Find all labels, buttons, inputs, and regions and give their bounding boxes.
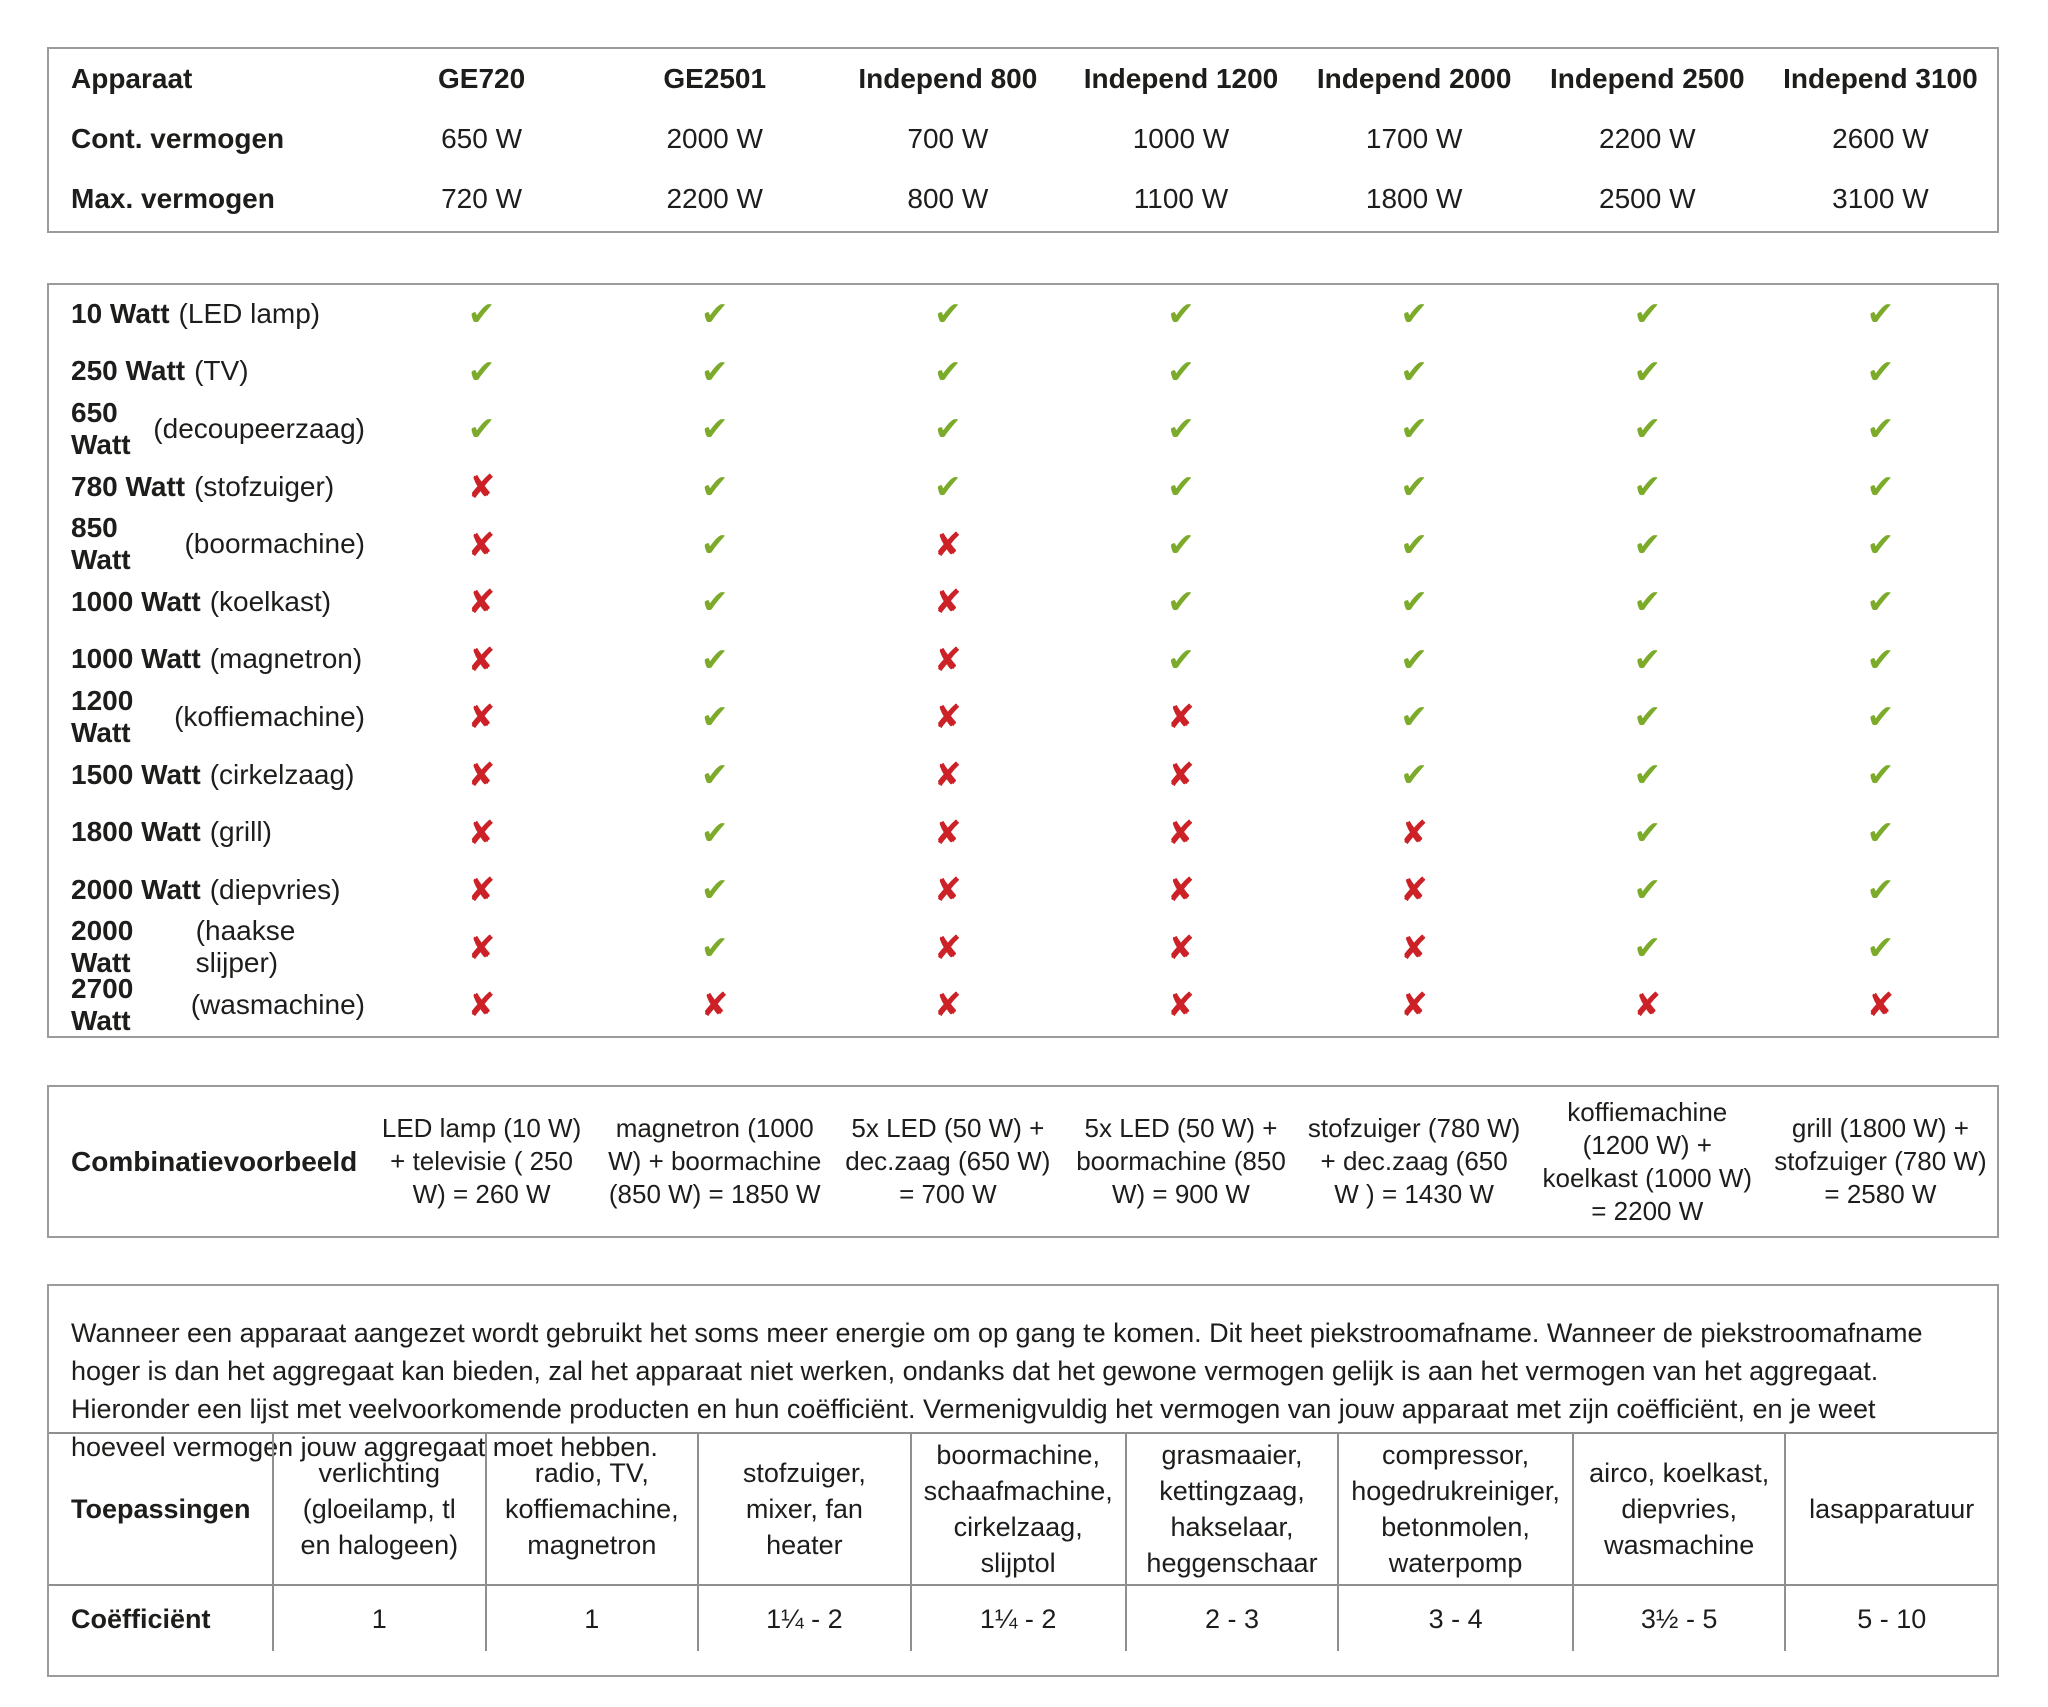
check-icon: ✔ bbox=[1866, 409, 1895, 449]
appliance-device: (TV) bbox=[194, 355, 249, 387]
applications-cell: radio, TV, koffiemachine, magnetron bbox=[485, 1434, 698, 1584]
appliance-device: (decoupeerzaag) bbox=[153, 412, 365, 444]
coefficient-info-box bbox=[47, 1284, 1999, 1677]
combination-example: 5x LED (50 W) + boormachine (850 W) = 900 W bbox=[1076, 1113, 1286, 1209]
cross-icon: ✘ bbox=[1633, 985, 1662, 1025]
check-icon: ✔ bbox=[467, 294, 496, 334]
appliance-label bbox=[49, 631, 365, 689]
check-icon: ✔ bbox=[1633, 927, 1662, 967]
appliance-device: (koelkast) bbox=[209, 585, 332, 617]
cross-icon: ✘ bbox=[934, 524, 962, 564]
cross-icon: ✘ bbox=[467, 755, 496, 795]
appliance-watt: 1200 Watt bbox=[71, 684, 134, 748]
check-icon: ✔ bbox=[1167, 639, 1195, 679]
applications-cell: lasapparatuur bbox=[1784, 1434, 1997, 1584]
combination-example: magnetron (1000 W) + boormachine (850 W) = 1850 W bbox=[608, 1113, 822, 1209]
appliance-watt: 2000 Watt bbox=[71, 915, 134, 979]
combination-example-table bbox=[47, 1085, 1999, 1238]
check-icon: ✔ bbox=[934, 294, 962, 334]
model-header: Independ 800 bbox=[858, 63, 1038, 94]
cross-icon: ✘ bbox=[1400, 870, 1428, 910]
applications-cell: boormachine, schaafmachine, cirkelzaag, slijptol bbox=[910, 1434, 1125, 1584]
check-icon: ✔ bbox=[700, 582, 729, 622]
cross-icon: ✘ bbox=[467, 524, 496, 564]
cross-icon: ✘ bbox=[1167, 697, 1195, 737]
check-icon: ✔ bbox=[1866, 812, 1895, 852]
appliance-watt: 650 Watt bbox=[71, 396, 131, 460]
cross-icon: ✘ bbox=[934, 697, 962, 737]
check-icon: ✔ bbox=[1866, 755, 1895, 795]
model-header: Independ 3100 bbox=[1783, 63, 1978, 94]
check-icon: ✔ bbox=[1167, 351, 1195, 391]
check-icon: ✔ bbox=[700, 524, 729, 564]
appliance-label bbox=[49, 343, 365, 401]
check-icon: ✔ bbox=[700, 927, 729, 967]
check-icon: ✔ bbox=[467, 351, 496, 391]
spec-value: 3100 W bbox=[1832, 183, 1929, 214]
cross-icon: ✘ bbox=[1167, 985, 1195, 1025]
spec-value: 2200 W bbox=[1599, 123, 1696, 154]
check-icon: ✔ bbox=[1633, 755, 1662, 795]
check-icon: ✔ bbox=[1400, 294, 1428, 334]
check-icon: ✔ bbox=[700, 697, 729, 737]
coefficient-cell: 1¼ - 2 bbox=[697, 1584, 910, 1651]
appliance-device: (LED lamp) bbox=[178, 297, 321, 329]
check-icon: ✔ bbox=[1400, 524, 1428, 564]
combination-row-label: Combinatievoorbeeld bbox=[71, 1145, 358, 1177]
spec-header-label: Apparaat bbox=[71, 63, 193, 94]
spec-row-label: Cont. vermogen bbox=[71, 123, 285, 154]
check-icon: ✔ bbox=[1633, 582, 1662, 622]
combination-example: 5x LED (50 W) + dec.zaag (650 W) = 700 W bbox=[845, 1113, 1051, 1209]
check-icon: ✔ bbox=[700, 870, 729, 910]
cross-icon: ✘ bbox=[1400, 927, 1428, 967]
check-icon: ✔ bbox=[1167, 294, 1195, 334]
applications-cell: stofzuiger, mixer, fan heater bbox=[697, 1434, 910, 1584]
cross-icon: ✘ bbox=[467, 467, 496, 507]
appliance-watt: 1800 Watt bbox=[71, 816, 201, 848]
check-icon: ✔ bbox=[700, 812, 729, 852]
check-icon: ✔ bbox=[1633, 351, 1662, 391]
appliance-device: (boormachine) bbox=[184, 528, 365, 560]
cross-icon: ✘ bbox=[934, 639, 962, 679]
appliance-watt: 850 Watt bbox=[71, 512, 131, 576]
appliance-label bbox=[49, 573, 365, 631]
appliance-watt: 780 Watt bbox=[71, 470, 186, 502]
check-icon: ✔ bbox=[1866, 294, 1895, 334]
cross-icon: ✘ bbox=[467, 639, 496, 679]
check-icon: ✔ bbox=[1866, 524, 1895, 564]
appliance-label bbox=[49, 684, 365, 748]
cross-icon: ✘ bbox=[1167, 870, 1195, 910]
appliance-device: (wasmachine) bbox=[190, 988, 365, 1020]
check-icon: ✔ bbox=[1633, 294, 1662, 334]
check-icon: ✔ bbox=[700, 409, 729, 449]
appliance-device: (stofzuiger) bbox=[194, 470, 335, 502]
check-icon: ✔ bbox=[1866, 639, 1895, 679]
applications-table bbox=[49, 1432, 1997, 1647]
cross-icon: ✘ bbox=[467, 582, 496, 622]
check-icon: ✔ bbox=[1167, 467, 1195, 507]
check-icon: ✔ bbox=[1633, 524, 1662, 564]
coefficient-cell: 5 - 10 bbox=[1784, 1584, 1997, 1651]
cross-icon: ✘ bbox=[1167, 927, 1195, 967]
combination-example: grill (1800 W) + stofzuiger (780 W) = 2580 W bbox=[1774, 1113, 1987, 1209]
check-icon: ✔ bbox=[1167, 582, 1195, 622]
appliance-label bbox=[49, 458, 365, 516]
cross-icon: ✘ bbox=[934, 582, 962, 622]
appliance-device: (grill) bbox=[209, 816, 272, 848]
cross-icon: ✘ bbox=[934, 927, 962, 967]
spec-value: 1100 W bbox=[1133, 183, 1229, 214]
cross-icon: ✘ bbox=[1400, 985, 1428, 1025]
check-icon: ✔ bbox=[934, 409, 962, 449]
cross-icon: ✘ bbox=[467, 985, 496, 1025]
appliance-device: (haakse slijper) bbox=[195, 915, 296, 979]
appliance-watt: 2000 Watt bbox=[71, 873, 201, 905]
model-header: Independ 2500 bbox=[1550, 63, 1745, 94]
spec-value: 800 W bbox=[907, 183, 989, 214]
check-icon: ✔ bbox=[1400, 467, 1428, 507]
check-icon: ✔ bbox=[1633, 812, 1662, 852]
appliance-watt: 1000 Watt bbox=[71, 643, 201, 675]
applications-cell: compressor, hogedrukreiniger, betonmolen, waterpomp bbox=[1337, 1434, 1572, 1584]
check-icon: ✔ bbox=[1400, 639, 1428, 679]
cross-icon: ✘ bbox=[1167, 755, 1195, 795]
coefficient-cell: 3 - 4 bbox=[1337, 1584, 1572, 1651]
check-icon: ✔ bbox=[1400, 582, 1428, 622]
spec-value: 2000 W bbox=[666, 123, 763, 154]
check-icon: ✔ bbox=[1400, 755, 1428, 795]
coefficient-cell: 2 - 3 bbox=[1125, 1584, 1338, 1651]
appliance-label bbox=[49, 396, 365, 460]
check-icon: ✔ bbox=[1633, 697, 1662, 737]
check-icon: ✔ bbox=[1167, 409, 1195, 449]
appliance-watt: 250 Watt bbox=[71, 355, 186, 387]
appliance-device: (koffiemachine) bbox=[174, 700, 365, 732]
spec-value: 700 W bbox=[907, 123, 989, 154]
cross-icon: ✘ bbox=[1167, 812, 1195, 852]
spec-value: 1700 W bbox=[1365, 123, 1463, 154]
appliance-label bbox=[49, 285, 365, 343]
cross-icon: ✘ bbox=[934, 985, 962, 1025]
check-icon: ✔ bbox=[700, 755, 729, 795]
check-icon: ✔ bbox=[1400, 351, 1428, 391]
coefficient-cell: 3½ - 5 bbox=[1572, 1584, 1785, 1651]
combination-example: stofzuiger (780 W) + dec.zaag (650 W ) = 1430 W bbox=[1307, 1113, 1521, 1209]
check-icon: ✔ bbox=[1633, 639, 1662, 679]
spec-value: 2600 W bbox=[1832, 123, 1929, 154]
check-icon: ✔ bbox=[700, 467, 729, 507]
appliance-device: (magnetron) bbox=[209, 643, 363, 675]
check-icon: ✔ bbox=[1866, 467, 1895, 507]
applications-cell: airco, koelkast, diepvries, wasmachine bbox=[1572, 1434, 1785, 1584]
compatibility-table bbox=[47, 283, 1999, 1038]
check-icon: ✔ bbox=[1866, 870, 1895, 910]
spec-row-label: Max. vermogen bbox=[71, 183, 275, 214]
cross-icon: ✘ bbox=[934, 755, 962, 795]
appliance-label bbox=[49, 915, 365, 979]
applications-row-label: Toepassingen bbox=[71, 1494, 251, 1524]
spec-table bbox=[47, 47, 1999, 233]
check-icon: ✔ bbox=[700, 351, 729, 391]
check-icon: ✔ bbox=[934, 467, 962, 507]
check-icon: ✔ bbox=[1633, 870, 1662, 910]
cross-icon: ✘ bbox=[700, 985, 729, 1025]
check-icon: ✔ bbox=[1866, 582, 1895, 622]
spec-value: 2200 W bbox=[666, 183, 763, 214]
check-icon: ✔ bbox=[1866, 697, 1895, 737]
check-icon: ✔ bbox=[1633, 467, 1662, 507]
spec-value: 720 W bbox=[441, 183, 523, 214]
combination-example: koffiemachine (1200 W) + koelkast (1000 W) = 2200 W bbox=[1542, 1096, 1753, 1226]
appliance-label bbox=[49, 803, 365, 861]
spec-value: 2500 W bbox=[1599, 183, 1696, 214]
combination-example: LED lamp (10 W) + televisie ( 250 W) = 260 W bbox=[381, 1113, 582, 1209]
applications-cell: verlichting (gloeilamp, tl en halogeen) bbox=[272, 1434, 485, 1584]
appliance-label bbox=[49, 512, 365, 576]
spec-value: 1800 W bbox=[1365, 183, 1463, 214]
cross-icon: ✘ bbox=[934, 870, 962, 910]
check-icon: ✔ bbox=[1167, 524, 1195, 564]
appliance-device: (cirkelzaag) bbox=[209, 758, 355, 790]
check-icon: ✔ bbox=[700, 294, 729, 334]
check-icon: ✔ bbox=[1633, 409, 1662, 449]
check-icon: ✔ bbox=[1866, 351, 1895, 391]
spec-value: 1000 W bbox=[1132, 123, 1230, 154]
check-icon: ✔ bbox=[700, 639, 729, 679]
appliance-label bbox=[49, 746, 365, 804]
coefficient-row-label: Coëfficiënt bbox=[49, 1584, 272, 1651]
appliance-watt: 1500 Watt bbox=[71, 758, 201, 790]
info-paragraph: Wanneer een apparaat aangezet wordt gebruikt het soms meer energie om op gang te komen. Dit heet piekstroomafname. Wanneer de piekstroomafname hoger is dan het aggregaat kan bieden, zal het apparaat niet werken, ondanks dat het gewone vermogen gelijk is aan het vermogen van het aggregaat. Hieronder een lijst met veelvoorkomende producten en hun coëfficiënt. Vermenigvuldig het vermogen van jouw apparaat met zijn coëfficiënt, en je weet hoeveel vermogen jouw aggregaat moet hebben. bbox=[71, 1318, 1923, 1462]
model-header: Independ 2000 bbox=[1316, 63, 1512, 94]
check-icon: ✔ bbox=[1866, 927, 1895, 967]
check-icon: ✔ bbox=[467, 409, 496, 449]
check-icon: ✔ bbox=[1400, 697, 1428, 737]
appliance-watt: 10 Watt bbox=[71, 297, 170, 329]
coefficient-cell: 1¼ - 2 bbox=[910, 1584, 1125, 1651]
appliance-label bbox=[49, 972, 365, 1036]
model-header: GE720 bbox=[437, 63, 526, 94]
cross-icon: ✘ bbox=[1866, 985, 1895, 1025]
cross-icon: ✘ bbox=[467, 870, 496, 910]
appliance-watt: 2700 Watt bbox=[71, 972, 134, 1036]
model-header: GE2501 bbox=[663, 63, 767, 94]
cross-icon: ✘ bbox=[467, 697, 496, 737]
appliance-device: (diepvries) bbox=[209, 873, 341, 905]
coefficient-cell: 1 bbox=[272, 1584, 485, 1651]
cross-icon: ✘ bbox=[467, 927, 496, 967]
coefficient-cell: 1 bbox=[485, 1584, 698, 1651]
model-header: Independ 1200 bbox=[1083, 63, 1279, 94]
applications-cell: grasmaaier, kettingzaag, hakselaar, heggenschaar bbox=[1125, 1434, 1338, 1584]
appliance-label bbox=[49, 861, 365, 919]
check-icon: ✔ bbox=[934, 351, 962, 391]
appliance-watt: 1000 Watt bbox=[71, 585, 201, 617]
cross-icon: ✘ bbox=[467, 812, 496, 852]
cross-icon: ✘ bbox=[934, 812, 962, 852]
cross-icon: ✘ bbox=[1400, 812, 1428, 852]
check-icon: ✔ bbox=[1400, 409, 1428, 449]
spec-value: 650 W bbox=[441, 123, 523, 154]
